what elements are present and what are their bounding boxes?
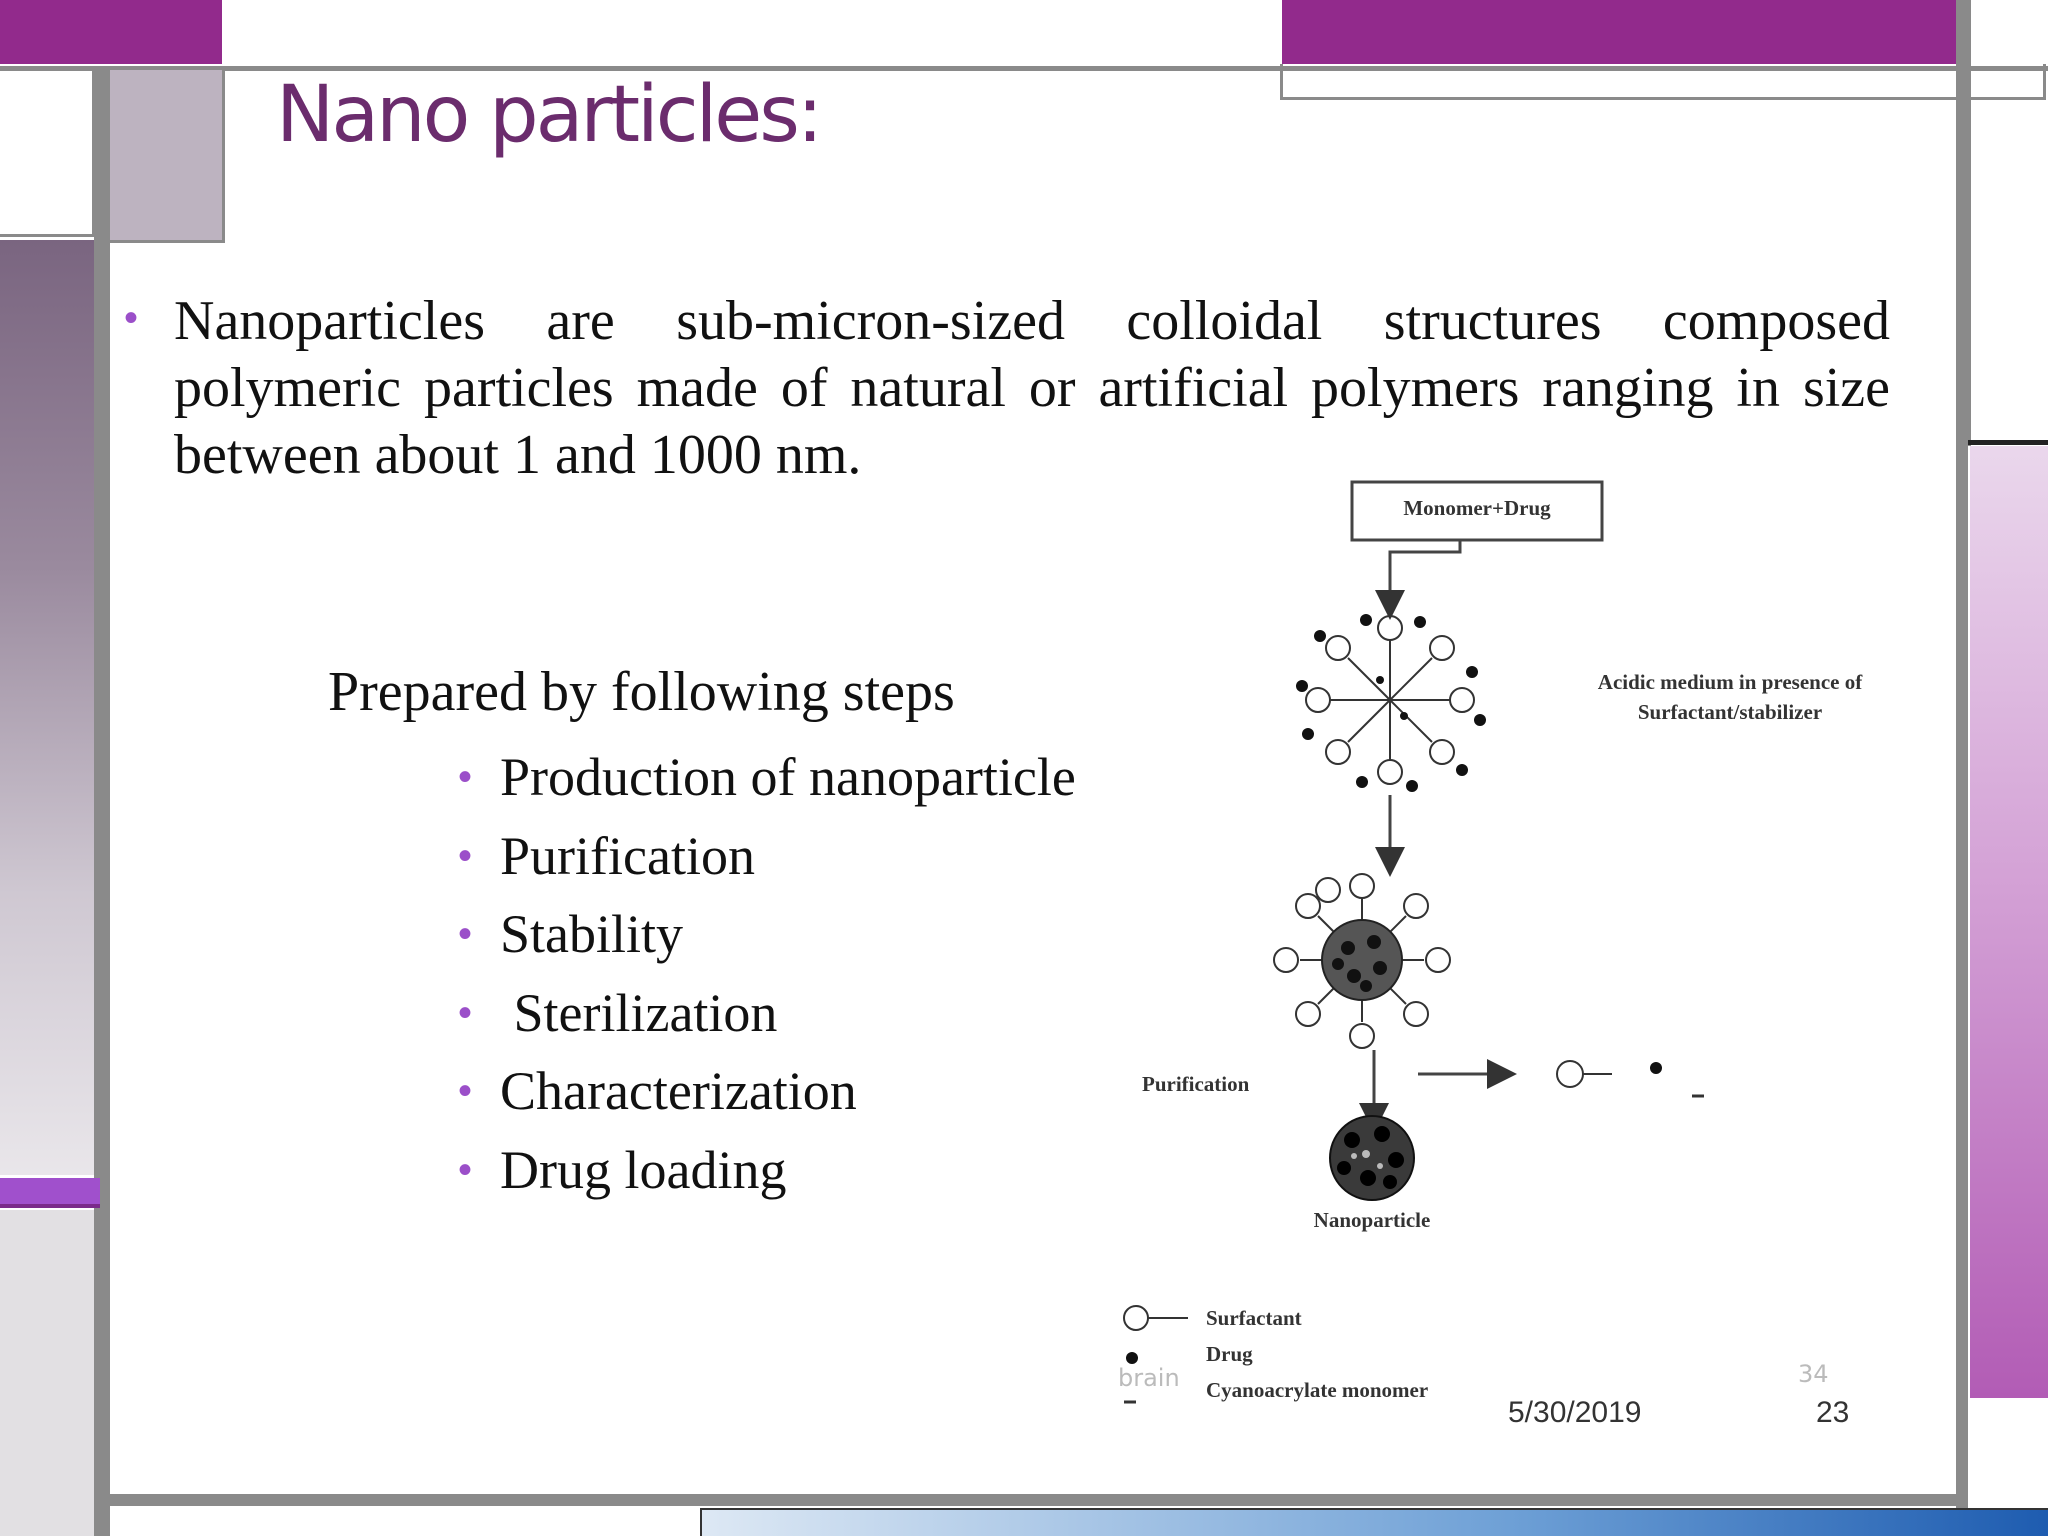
nanoparticle-label: Nanoparticle: [1313, 1208, 1431, 1232]
diagram-graphic: [1100, 470, 1920, 1420]
legend-drug: Drug: [1206, 1342, 1253, 1366]
left-lower-panel: [0, 1210, 94, 1536]
top-right-accent-bar: [1282, 0, 1958, 64]
watermark-text: brain: [1118, 1364, 1180, 1392]
slide-title: Nano particles:: [276, 70, 821, 160]
right-outer-rule: [1968, 0, 1971, 446]
list-item: • Stability: [458, 901, 1076, 980]
list-item: • Purification: [458, 823, 1076, 902]
legend-monomer: Cyanoacrylate monomer: [1206, 1378, 1429, 1402]
nanoparticle-icon: [1330, 1116, 1414, 1200]
medium-label-line1: Acidic medium in presence of: [1597, 670, 1863, 694]
title-accent-square: [108, 70, 225, 243]
left-purple-accent: [0, 1178, 100, 1208]
intro-paragraph: Nanoparticles are sub-micron-sized colloidal structures composed polymeric particles made of natural or artificial polymers ranging in size between about 1 and 1000 nm.: [174, 290, 1890, 486]
bullet-icon: •: [458, 755, 473, 799]
top-left-accent-bar: [0, 0, 222, 64]
bullet-icon: •: [458, 833, 473, 878]
connector-arrow: [1390, 540, 1460, 605]
nanoparticle-diagram: [1100, 470, 1920, 1420]
monomer-drug-label: Monomer+Drug: [1403, 496, 1551, 520]
bullet-icon: •: [458, 1069, 473, 1113]
legend-surfactant: Surfactant: [1206, 1306, 1302, 1330]
list-item: • Drug loading: [458, 1137, 1076, 1216]
left-gradient-strip: [0, 240, 94, 1175]
removed-components-icon: [1557, 1061, 1704, 1096]
steps-heading: Prepared by following steps: [328, 661, 955, 723]
legend-surfactant-icon: [1124, 1306, 1188, 1330]
left-top-panel: [0, 71, 94, 237]
list-item: • Characterization: [458, 1058, 1076, 1137]
steps-list: [458, 744, 1076, 1215]
intro-bullet: •: [124, 296, 139, 340]
purification-label: Purification: [1142, 1072, 1250, 1096]
micelle-icon: [1296, 614, 1486, 792]
list-item: • Sterilization: [458, 980, 1076, 1059]
medium-label-line2: Surfactant/stabilizer: [1637, 700, 1823, 724]
slide-date: 5/30/2019: [1508, 1396, 1642, 1429]
bottom-gradient-strip: [700, 1508, 2048, 1536]
slide-number: 23: [1816, 1396, 1850, 1429]
bullet-icon: •: [458, 912, 473, 956]
ghost-page-number: 34: [1798, 1360, 1829, 1388]
bullet-icon: •: [458, 1147, 473, 1192]
bottom-rule: [94, 1494, 1968, 1506]
polymerized-micelle-icon: [1274, 874, 1450, 1048]
right-vertical-rule: [1956, 0, 1968, 1536]
legend-drug-icon: [1126, 1352, 1138, 1364]
list-item: • Production of nanoparticle: [458, 744, 1076, 823]
bullet-icon: •: [458, 990, 473, 1035]
left-vertical-rule: [94, 70, 110, 1536]
right-black-rule: [1968, 440, 2048, 445]
right-gradient-strip: [1970, 446, 2048, 1398]
